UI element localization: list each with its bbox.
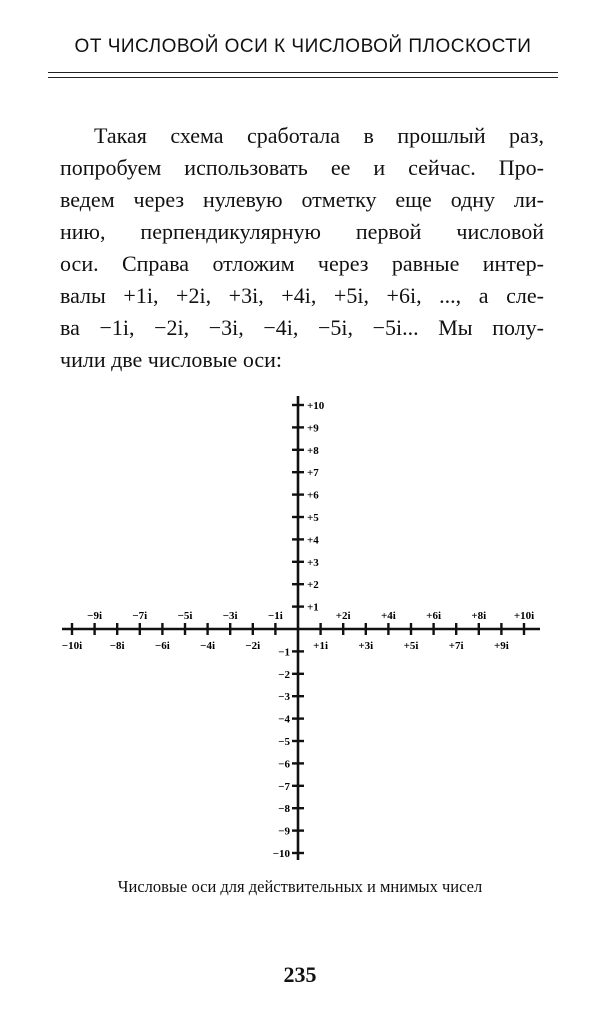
horizontal-tick-label: −5i bbox=[177, 610, 193, 622]
vertical-tick-label: +9 bbox=[307, 422, 319, 435]
vertical-tick-label: −7 bbox=[278, 780, 290, 793]
horizontal-tick-label: −6i bbox=[154, 640, 170, 652]
vertical-tick-label: +8 bbox=[307, 444, 319, 457]
vertical-tick-label: −2 bbox=[278, 668, 290, 681]
axes bbox=[62, 396, 540, 860]
vertical-tick-label: +3 bbox=[307, 556, 319, 569]
vertical-tick-label: −5 bbox=[278, 736, 290, 748]
horizontal-tick-label: +5i bbox=[403, 640, 419, 652]
horizontal-tick-label: −9i bbox=[87, 610, 103, 622]
horizontal-tick-label: +3i bbox=[358, 640, 374, 652]
figure-caption: Числовые оси для действительных и мнимых чисел bbox=[117, 877, 483, 896]
horizontal-tick-label: −2i bbox=[245, 640, 261, 652]
vertical-tick-label: −6 bbox=[278, 758, 290, 771]
vertical-tick-label: +1 bbox=[307, 601, 319, 614]
header-rule-bottom bbox=[48, 77, 558, 78]
vertical-tick-label: +10 bbox=[307, 400, 325, 412]
horizontal-tick-label: −7i bbox=[132, 610, 148, 622]
vertical-tick-label: +2 bbox=[307, 579, 319, 592]
text-line-3: ведем через нулевую отметку еще одну ли- bbox=[60, 187, 544, 212]
text-line-6: валы +1i, +2i, +3i, +4i, +5i, +6i, ..., а сле- bbox=[60, 283, 544, 308]
vertical-tick-label: −9 bbox=[278, 825, 290, 838]
horizontal-tick-label: +7i bbox=[448, 640, 464, 652]
text-line-1: Такая схема сработала в прошлый раз, bbox=[94, 123, 544, 148]
horizontal-tick-label: −4i bbox=[200, 640, 216, 652]
vertical-tick-label: +6 bbox=[307, 489, 319, 502]
number-axes-figure bbox=[50, 392, 550, 867]
text-line-5: оси. Справа отложим через равные интер- bbox=[60, 251, 544, 276]
vertical-tick-label: +7 bbox=[307, 467, 319, 480]
horizontal-tick-label: +10i bbox=[513, 610, 535, 622]
horizontal-tick-label: −3i bbox=[222, 610, 238, 622]
horizontal-tick-label: −8i bbox=[109, 640, 125, 652]
horizontal-tick-label: +9i bbox=[493, 640, 509, 652]
horizontal-tick-label: +2i bbox=[335, 610, 351, 622]
horizontal-tick-label: +4i bbox=[380, 610, 396, 622]
vertical-tick-label: −1 bbox=[278, 646, 290, 659]
vertical-tick-label: +4 bbox=[307, 534, 319, 547]
header-rule-top bbox=[48, 72, 558, 73]
text-line-4: нию, перпендикулярную первой числовой bbox=[60, 219, 544, 244]
vertical-tick-label: −10 bbox=[272, 848, 290, 860]
running-header: ОТ ЧИСЛОВОЙ ОСИ К ЧИСЛОВОЙ ПЛОСКОСТИ bbox=[74, 36, 532, 57]
vertical-tick-label: +5 bbox=[307, 512, 319, 524]
vertical-tick-label: −4 bbox=[278, 713, 290, 726]
vertical-tick-label: −8 bbox=[278, 803, 290, 816]
horizontal-tick-label: −1i bbox=[267, 610, 283, 622]
vertical-tick-label: −3 bbox=[278, 691, 290, 704]
horizontal-tick-label: −10i bbox=[61, 640, 83, 652]
horizontal-tick-label: +8i bbox=[471, 610, 487, 622]
text-line-2: попробуем использовать ее и сейчас. Про- bbox=[60, 155, 544, 180]
text-line-8: чили две числовые оси: bbox=[60, 347, 283, 372]
text-line-7: ва −1i, −2i, −3i, −4i, −5i, −5i... Мы полу- bbox=[60, 315, 544, 340]
page-number: 235 bbox=[283, 962, 317, 987]
horizontal-tick-label: +6i bbox=[426, 610, 442, 622]
horizontal-tick-label: +1i bbox=[313, 640, 329, 652]
